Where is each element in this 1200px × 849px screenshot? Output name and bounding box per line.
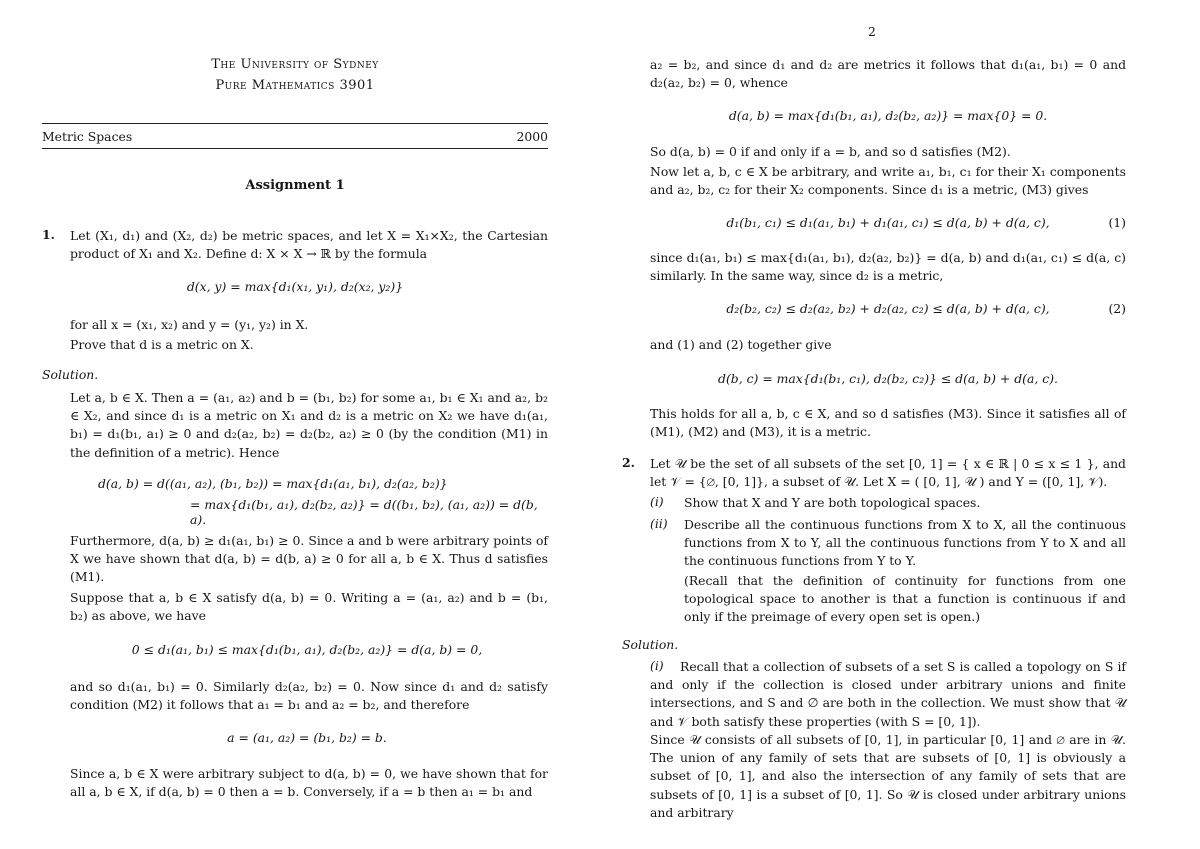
question-1-formula: d(x, y) = max{d₁(x₁, y₁), d₂(x₂, y₂)}: [186, 279, 404, 294]
page-number: 2: [868, 24, 876, 39]
course-line: [42, 129, 548, 144]
continued-paragraph-2: So d(a, b) = 0 if and only if a = b, and so d satisfies (M2).: [650, 144, 1011, 159]
header-rule-top: [42, 123, 548, 124]
question-2-part-ii-label: (ii): [650, 516, 668, 531]
solution-1-paragraph-5: Since a, b ∈ X were arbitrary subject to d(a, b) = 0, we have shown that for all a, b ∈ X, if d(a, b) = 0 then a = b. Conversely, if a = b then a₁ = b₁ and: [70, 766, 548, 800]
topic: Metric Spaces: [42, 129, 133, 144]
continued-paragraph-5: and (1) and (2) together give: [650, 337, 832, 352]
question-1-number: 1.: [42, 227, 55, 242]
question-2-number: 2.: [622, 455, 635, 470]
continued-paragraph-4: since d₁(a₁, b₁) ≤ max{d₁(a₁, b₁), d₂(a₂, b₂)} = d(a, b) and d₁(a₁, c₁) ≤ d(a, c) similarly. In the same way, since d₂ is a metric,: [650, 250, 1126, 284]
solution-1-paragraph-4: and so d₁(a₁, b₁) = 0. Similarly d₂(a₂, b₂) = 0. Now since d₁ and d₂ satisfy condition (M2) it follows that a₁ = b₁ and a₂ = b₂, and therefore: [70, 679, 548, 713]
equation-6-tag: (2): [1108, 301, 1126, 316]
question-1-for-all: for all x = (x₁, x₂) and y = (y₁, y₂) in X.: [70, 317, 309, 332]
university-name: The University of Sydney: [211, 57, 379, 72]
continued-paragraph-3: Now let a, b, c ∈ X be arbitrary, and write a₁, b₁, c₁ for their X₁ components and a₂, b₂, c₂ for their X₂ components. Since d₁ is a metric, (M3) gives: [650, 164, 1126, 198]
solution-1-paragraph-1: Let a, b ∈ X. Then a = (a₁, a₂) and b = (b₁, b₂) for some a₁, b₁ ∈ X₁ and a₂, b₂ ∈ X₂, and since d₁ is a metric on X₁ and d₂ is a metric on X₂ we have d₁(a₁, b₁) = d₁(b₁, a₁) ≥ 0 and d₂(a₂, b₂) = d₂(b₂, a₂) ≥ 0 (by the condition (M1) in the definition of a metric). Hence: [70, 390, 548, 460]
solution-1-equation-1a: d(a, b) = d((a₁, a₂), (b₁, b₂)) = max{d₁(a₁, b₁), d₂(a₂, b₂)}: [98, 476, 448, 491]
question-2-recall-note: (Recall that the definition of continuity for functions from one topological space to another is that a function is continuous if and only if the preimage of every open set is open.): [684, 573, 1126, 625]
course-name: Pure Mathematics 3901: [215, 78, 375, 93]
solution-2-paragraph-1: Recall that a collection of subsets of a set S is called a topology on S if and only if the collection is closed under arbitrary unions and finite intersections, and S and ∅ are both in the collection. We must show that 𝒰 and 𝒱 both satisfy these properties (with S = [0, 1]).: [650, 659, 1126, 729]
question-1-prove: Prove that d is a metric on X.: [70, 337, 254, 352]
question-1-statement: Let (X₁, d₁) and (X₂, d₂) be metric spaces, and let X = X₁×X₂, the Cartesian product of X₁ and X₂. Define d: X × X → ℝ by the formula: [70, 228, 548, 262]
equation-4: d(a, b) = max{d₁(b₁, a₁), d₂(b₂, a₂)} = max{0} = 0.: [728, 108, 1048, 123]
solution-1-equation-2: 0 ≤ d₁(a₁, b₁) ≤ max{d₁(b₁, a₁), d₂(b₂, a₂)} = d(a, b) = 0,: [131, 642, 483, 657]
equation-5: d₁(b₁, c₁) ≤ d₁(a₁, b₁) + d₁(a₁, c₁) ≤ d(a, b) + d(a, c),: [726, 215, 1050, 230]
solution-1-paragraph-2: Furthermore, d(a, b) ≥ d₁(a₁, b₁) ≥ 0. Since a and b were arbitrary points of X we have shown that d(a, b) = d(b, a) ≥ 0 for all a, b ∈ X. Thus d satisfies (M1).: [70, 533, 548, 585]
solution-2-paragraph-2: Since 𝒰 consists of all subsets of [0, 1], in particular [0, 1] and ∅ are in 𝒰. The union of any family of sets that are subsets of [0, 1] is obviously a subset of [0, 1], and also the intersection of any family of sets that are subsets of [0, 1] is a subset of [0, 1]. So 𝒰 is closed under arbitrary unions and arbitrary: [650, 732, 1126, 820]
question-2-statement: Let 𝒰 be the set of all subsets of the set [0, 1] = { x ∈ ℝ | 0 ≤ x ≤ 1 }, and let 𝒱 = {∅, [0, 1]}, a subset of 𝒰. Let X = ( [0, 1], 𝒰 ) and Y = ([0, 1], 𝒱).: [650, 456, 1126, 490]
solution-1-equation-1b: = max{d₁(b₁, a₁), d₂(b₂, a₂)} = d((b₁, b₂), (a₁, a₂)) = d(b, a).: [190, 497, 538, 527]
equation-7: d(b, c) = max{d₁(b₁, c₁), d₂(b₂, c₂)} ≤ d(a, b) + d(a, c).: [718, 371, 1058, 386]
equation-5-tag: (1): [1108, 215, 1126, 230]
solution-2-label: Solution.: [622, 637, 679, 652]
question-2-part-ii-text: Describe all the continuous functions from X to X, all the continuous functions from X to Y, all the continuous functions from Y to X and all the continuous functions from Y to Y.: [684, 517, 1126, 569]
question-2-part-i-text: Show that X and Y are both topological spaces.: [684, 495, 981, 510]
year: 2000: [516, 129, 548, 144]
solution-2-part-i-label: (i): [650, 658, 664, 673]
continued-paragraph-1: a₂ = b₂, and since d₁ and d₂ are metrics it follows that d₁(a₁, b₁) = 0 and d₂(a₂, b₂) = 0, whence: [650, 57, 1126, 91]
solution-1-label: Solution.: [42, 367, 99, 382]
header-rule-bottom: [42, 148, 548, 149]
question-2-part-i-label: (i): [650, 494, 664, 509]
equation-6: d₂(b₂, c₂) ≤ d₂(a₂, b₂) + d₂(a₂, c₂) ≤ d(a, b) + d(a, c),: [726, 301, 1050, 316]
assignment-title: Assignment 1: [245, 178, 345, 193]
solution-1-paragraph-3: Suppose that a, b ∈ X satisfy d(a, b) = 0. Writing a = (a₁, a₂) and b = (b₁, b₂) as above, we have: [70, 590, 548, 624]
solution-1-equation-3: a = (a₁, a₂) = (b₁, b₂) = b.: [227, 730, 387, 745]
continued-paragraph-6: This holds for all a, b, c ∈ X, and so d satisfies (M3). Since it satisfies all of (M1), (M2) and (M3), it is a metric.: [650, 406, 1126, 440]
